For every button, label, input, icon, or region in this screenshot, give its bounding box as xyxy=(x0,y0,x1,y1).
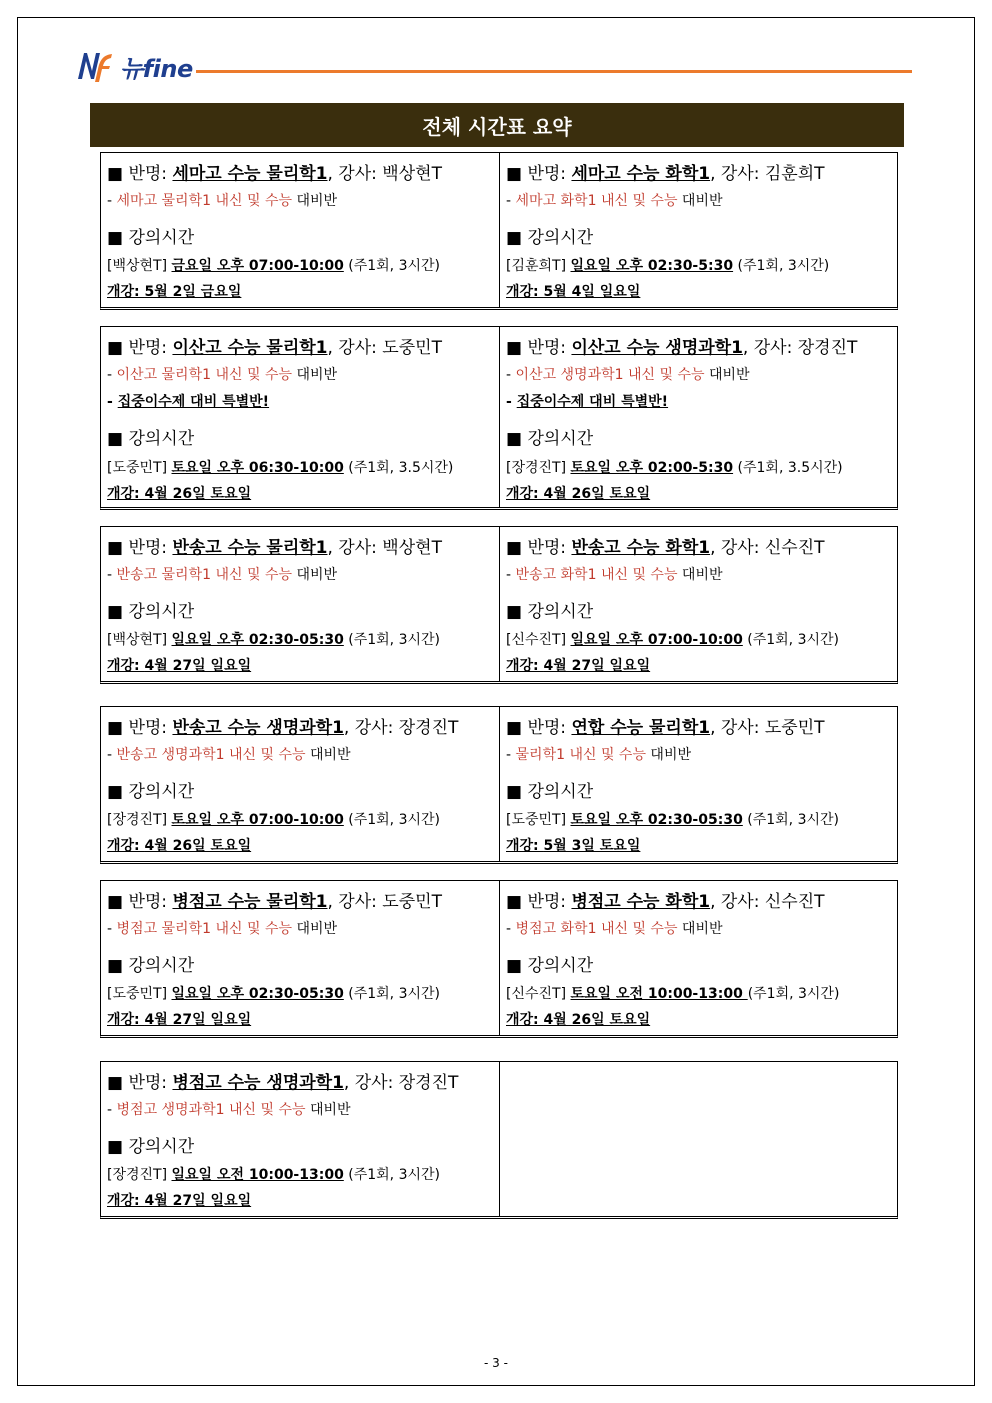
time-heading-text: ■ 강의시간 xyxy=(506,602,594,622)
class-time: 토요일 오후 02:30-05:30 xyxy=(570,812,743,828)
class-description xyxy=(506,364,750,384)
logo-text: 뉴fine xyxy=(120,54,193,83)
nf-logo-icon xyxy=(74,49,118,83)
start-date: 5월 4일 일요일 xyxy=(543,284,641,300)
start-label: 개강: xyxy=(107,284,145,300)
dash: - xyxy=(506,367,516,383)
time-heading xyxy=(506,777,593,802)
class-time: 토요일 오후 02:00-5:30 xyxy=(570,460,734,476)
start-date: 4월 26일 토요일 xyxy=(543,486,651,502)
dash: - xyxy=(506,193,516,209)
teacher-tag: [백상현T] xyxy=(107,632,172,648)
start-label: 개강: xyxy=(107,1193,145,1209)
start-label: 개강: xyxy=(506,486,544,502)
class-description xyxy=(506,190,723,210)
dash: - xyxy=(107,921,117,937)
class-prefix: ■ 반명: xyxy=(107,892,173,912)
frequency: (주1회, 3시간) xyxy=(343,1167,440,1183)
start-label: 개강: xyxy=(107,1012,145,1028)
start-date: 4월 27일 일요일 xyxy=(144,1012,252,1028)
teacher-tag: [장경진T] xyxy=(506,460,571,476)
time-heading-text: ■ 강의시간 xyxy=(107,782,195,802)
dash: - xyxy=(107,747,117,763)
time-heading xyxy=(506,223,593,248)
teacher-tag: [장경진T] xyxy=(107,812,172,828)
class-name: 병점고 수능 생명과학1 xyxy=(172,1073,344,1093)
class-heading xyxy=(107,159,442,184)
description-suffix: 대비반 xyxy=(292,367,338,383)
start-line xyxy=(506,483,650,503)
teacher-prefix: , 강사: xyxy=(710,164,765,184)
teacher-tag: [장경진T] xyxy=(107,1167,172,1183)
start-date: 4월 27일 일요일 xyxy=(543,658,651,674)
class-card-right xyxy=(499,527,897,681)
class-card-left xyxy=(101,881,499,1035)
teacher-prefix: , 강사: xyxy=(327,538,383,558)
frequency: (주1회, 3.5시간) xyxy=(343,460,454,476)
description-text: 반송고 생명과학1 내신 및 수능 xyxy=(116,747,306,763)
time-heading-text: ■ 강의시간 xyxy=(107,1137,195,1157)
time-line xyxy=(506,255,829,275)
frequency: (주1회, 3시간) xyxy=(343,258,440,274)
class-heading xyxy=(107,533,442,558)
frequency: (주1회, 3.5시간) xyxy=(733,460,843,476)
class-name: 이산고 수능 물리학1 xyxy=(172,338,328,358)
description-suffix: 대비반 xyxy=(645,747,691,763)
class-time: 일요일 오후 07:00-10:00 xyxy=(570,632,743,648)
start-line xyxy=(107,483,251,503)
description-suffix: 대비반 xyxy=(704,367,750,383)
start-date: 4월 26일 토요일 xyxy=(543,1012,651,1028)
teacher-name: 장경진T xyxy=(398,1073,459,1093)
teacher-tag: [백상현T] xyxy=(107,258,172,274)
teacher-name: 도중민T xyxy=(382,338,442,358)
description-text: 병점고 물리학1 내신 및 수능 xyxy=(116,921,292,937)
time-heading xyxy=(107,951,194,976)
class-card-right xyxy=(499,1062,897,1216)
description-suffix: 대비반 xyxy=(292,921,338,937)
time-heading xyxy=(506,597,593,622)
class-description xyxy=(107,918,337,938)
class-description xyxy=(107,364,337,384)
class-card-right xyxy=(499,153,897,307)
frequency: (주1회, 3시간) xyxy=(343,812,440,828)
teacher-name: 도중민T xyxy=(382,892,442,912)
class-prefix: ■ 반명: xyxy=(107,718,173,738)
dash: - xyxy=(107,193,117,209)
class-heading xyxy=(107,333,442,358)
time-heading-text: ■ 강의시간 xyxy=(107,956,195,976)
time-heading xyxy=(506,951,593,976)
class-heading xyxy=(506,713,825,738)
dash: - xyxy=(506,567,516,583)
class-name: 이산고 수능 생명과학1 xyxy=(571,338,743,358)
class-name: 세마고 수능 물리학1 xyxy=(172,164,328,184)
description-text: 반송고 물리학1 내신 및 수능 xyxy=(116,567,292,583)
time-heading-text: ■ 강의시간 xyxy=(107,228,195,248)
time-line xyxy=(107,809,440,829)
frequency: (주1회, 3시간) xyxy=(343,632,440,648)
teacher-tag: [신수진T] xyxy=(506,632,571,648)
class-name: 반송고 수능 생명과학1 xyxy=(172,718,344,738)
teacher-tag: [도중민T] xyxy=(506,812,571,828)
class-card-left xyxy=(101,153,499,307)
class-description xyxy=(107,744,351,764)
special-note xyxy=(107,391,269,411)
time-line xyxy=(107,457,453,477)
schedule-row xyxy=(100,1061,898,1219)
page-number: - 3 - xyxy=(484,1356,508,1370)
dash: - xyxy=(506,394,517,410)
teacher-name: 도중민T xyxy=(764,718,825,738)
class-description xyxy=(506,744,691,764)
teacher-name: 신수진T xyxy=(764,538,825,558)
schedule-row xyxy=(100,880,898,1038)
special-note-text: 집중이수제 대비 특별반! xyxy=(117,394,270,410)
start-date: 4월 26일 토요일 xyxy=(144,838,252,854)
schedule-row xyxy=(100,706,898,864)
description-suffix: 대비반 xyxy=(292,567,338,583)
start-label: 개강: xyxy=(506,838,544,854)
time-line xyxy=(107,983,440,1003)
class-name: 반송고 수능 화학1 xyxy=(571,538,711,558)
teacher-prefix: , 강사: xyxy=(327,164,383,184)
description-text: 세마고 물리학1 내신 및 수능 xyxy=(116,193,292,209)
start-label: 개강: xyxy=(107,658,145,674)
teacher-prefix: , 강사: xyxy=(710,538,765,558)
schedule-row xyxy=(100,152,898,310)
class-name: 반송고 수능 물리학1 xyxy=(172,538,328,558)
teacher-prefix: , 강사: xyxy=(327,892,383,912)
class-heading xyxy=(506,887,825,912)
teacher-prefix: , 강사: xyxy=(343,1073,399,1093)
class-heading xyxy=(107,1068,458,1093)
start-line xyxy=(107,835,251,855)
class-name: 세마고 수능 화학1 xyxy=(571,164,711,184)
special-note xyxy=(506,391,668,411)
class-card-left xyxy=(101,527,499,681)
start-line xyxy=(506,655,650,675)
time-line xyxy=(506,629,839,649)
time-heading-text: ■ 강의시간 xyxy=(506,782,594,802)
start-date: 4월 27일 일요일 xyxy=(144,1193,252,1209)
teacher-tag: [김훈희T] xyxy=(506,258,571,274)
start-label: 개강: xyxy=(506,284,544,300)
class-name: 연합 수능 물리학1 xyxy=(571,718,711,738)
class-card-left xyxy=(101,1062,499,1216)
teacher-name: 장경진T xyxy=(797,338,858,358)
time-line xyxy=(506,457,843,477)
class-time: 토요일 오후 06:30-10:00 xyxy=(171,460,344,476)
teacher-name: 백상현T xyxy=(382,538,442,558)
class-prefix: ■ 반명: xyxy=(506,538,572,558)
description-text: 병점고 화학1 내신 및 수능 xyxy=(515,921,678,937)
teacher-name: 백상현T xyxy=(382,164,442,184)
description-suffix: 대비반 xyxy=(292,193,338,209)
time-line xyxy=(506,809,839,829)
class-card-left xyxy=(101,707,499,861)
frequency: (주1회, 3시간) xyxy=(742,812,839,828)
description-suffix: 대비반 xyxy=(305,1102,351,1118)
class-description xyxy=(107,190,337,210)
frequency: (주1회, 3시간) xyxy=(747,986,840,1002)
time-heading-text: ■ 강의시간 xyxy=(506,228,594,248)
dash: - xyxy=(107,367,117,383)
start-date: 4월 27일 일요일 xyxy=(144,658,252,674)
start-label: 개강: xyxy=(506,658,544,674)
time-heading-text: ■ 강의시간 xyxy=(107,602,195,622)
teacher-prefix: , 강사: xyxy=(710,718,765,738)
time-heading xyxy=(107,1132,194,1157)
time-line xyxy=(107,629,440,649)
dash: - xyxy=(107,394,118,410)
class-time: 일요일 오후 02:30-05:30 xyxy=(171,986,344,1002)
class-prefix: ■ 반명: xyxy=(506,338,572,358)
schedule-row xyxy=(100,526,898,684)
schedule-row xyxy=(100,326,898,510)
frequency: (주1회, 3시간) xyxy=(733,258,830,274)
description-text: 반송고 화학1 내신 및 수능 xyxy=(515,567,678,583)
class-heading xyxy=(107,713,458,738)
frequency: (주1회, 3시간) xyxy=(343,986,440,1002)
teacher-prefix: , 강사: xyxy=(343,718,399,738)
time-heading xyxy=(107,777,194,802)
time-heading-text: ■ 강의시간 xyxy=(506,429,594,449)
class-prefix: ■ 반명: xyxy=(506,892,572,912)
start-label: 개강: xyxy=(107,486,145,502)
time-heading-text: ■ 강의시간 xyxy=(107,429,195,449)
start-line xyxy=(506,835,640,855)
time-heading xyxy=(107,424,194,449)
dash: - xyxy=(506,747,516,763)
class-card-right xyxy=(499,327,897,507)
dash: - xyxy=(107,1102,117,1118)
time-line xyxy=(506,983,839,1003)
page-title: 전체 시간표 요약 xyxy=(90,103,904,147)
class-time: 일요일 오후 02:30-5:30 xyxy=(570,258,734,274)
dash: - xyxy=(107,567,117,583)
class-heading xyxy=(506,533,825,558)
class-prefix: ■ 반명: xyxy=(506,718,572,738)
class-card-right xyxy=(499,707,897,861)
teacher-prefix: , 강사: xyxy=(742,338,798,358)
class-heading xyxy=(506,159,825,184)
class-name: 병점고 수능 화학1 xyxy=(571,892,711,912)
time-line xyxy=(107,255,440,275)
time-heading xyxy=(107,223,194,248)
description-suffix: 대비반 xyxy=(677,567,723,583)
class-time: 일요일 오전 10:00-13:00 xyxy=(171,1167,344,1183)
description-text: 이산고 생명과학1 내신 및 수능 xyxy=(515,367,705,383)
class-prefix: ■ 반명: xyxy=(506,164,572,184)
start-date: 4월 26일 토요일 xyxy=(144,486,252,502)
class-prefix: ■ 반명: xyxy=(107,1073,173,1093)
teacher-tag: [도중민T] xyxy=(107,460,172,476)
start-line xyxy=(506,281,640,301)
start-line xyxy=(107,1009,251,1029)
class-prefix: ■ 반명: xyxy=(107,164,173,184)
teacher-prefix: , 강사: xyxy=(710,892,765,912)
class-prefix: ■ 반명: xyxy=(107,338,173,358)
teacher-tag: [도중민T] xyxy=(107,986,172,1002)
start-label: 개강: xyxy=(506,1012,544,1028)
class-time: 토요일 오전 10:00-13:00 xyxy=(570,986,748,1002)
class-description xyxy=(107,564,337,584)
class-card-right xyxy=(499,881,897,1035)
class-description xyxy=(506,564,723,584)
class-prefix: ■ 반명: xyxy=(107,538,173,558)
start-line xyxy=(506,1009,650,1029)
start-line xyxy=(107,655,251,675)
class-heading xyxy=(506,333,857,358)
teacher-tag: [신수진T] xyxy=(506,986,571,1002)
start-label: 개강: xyxy=(107,838,145,854)
frequency: (주1회, 3시간) xyxy=(742,632,839,648)
class-description xyxy=(506,918,723,938)
class-description xyxy=(107,1099,351,1119)
description-text: 세마고 화학1 내신 및 수능 xyxy=(515,193,678,209)
time-line xyxy=(107,1164,440,1184)
description-text: 물리학1 내신 및 수능 xyxy=(515,747,646,763)
dash: - xyxy=(506,921,516,937)
brand-logo xyxy=(74,46,193,86)
header-rule xyxy=(196,70,912,73)
description-suffix: 대비반 xyxy=(305,747,351,763)
start-date: 5월 3일 토요일 xyxy=(543,838,641,854)
teacher-name: 장경진T xyxy=(398,718,459,738)
time-heading xyxy=(107,597,194,622)
description-text: 이산고 물리학1 내신 및 수능 xyxy=(116,367,292,383)
teacher-name: 김훈희T xyxy=(764,164,825,184)
teacher-prefix: , 강사: xyxy=(327,338,383,358)
description-suffix: 대비반 xyxy=(677,193,723,209)
time-heading-text: ■ 강의시간 xyxy=(506,956,594,976)
class-card-left xyxy=(101,327,499,507)
class-time: 금요일 오후 07:00-10:00 xyxy=(171,258,344,274)
description-text: 병점고 생명과학1 내신 및 수능 xyxy=(116,1102,306,1118)
class-name: 병점고 수능 물리학1 xyxy=(172,892,328,912)
start-line xyxy=(107,281,241,301)
start-date: 5월 2일 금요일 xyxy=(144,284,242,300)
class-time: 토요일 오후 07:00-10:00 xyxy=(171,812,344,828)
description-suffix: 대비반 xyxy=(677,921,723,937)
time-heading xyxy=(506,424,593,449)
teacher-name: 신수진T xyxy=(764,892,825,912)
class-heading xyxy=(107,887,442,912)
class-time: 일요일 오후 02:30-05:30 xyxy=(171,632,344,648)
start-line xyxy=(107,1190,251,1210)
special-note-text: 집중이수제 대비 특별반! xyxy=(516,394,669,410)
